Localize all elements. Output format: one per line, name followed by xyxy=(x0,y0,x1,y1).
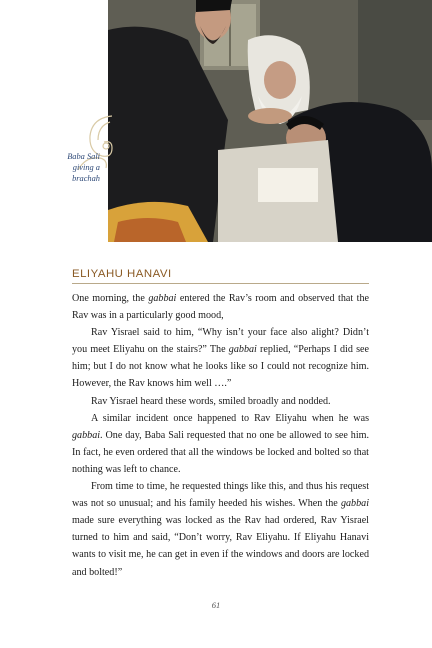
text-run: Rav Yisrael heard these words, smiled broadly and nodded. xyxy=(91,395,331,407)
text-run: One morning, the xyxy=(72,293,149,304)
paragraph xyxy=(72,290,369,324)
title-rule xyxy=(72,283,369,284)
italic-term: gabbai xyxy=(72,429,101,441)
text-run: From time to time, he requested things like this, and thus his request was not so unusual; and his family heeded his wishes. When the xyxy=(72,481,369,510)
italic-term: gabbai xyxy=(340,498,369,510)
text-run: . One day, Baba Sali requested that no one be allowed to see him. In fact, he even ordered that all the windows be locked and bolted so that nothing was left to chance. xyxy=(72,429,369,475)
caption-line: brachah xyxy=(72,174,100,183)
italic-term: gabbai xyxy=(228,344,257,356)
paragraph xyxy=(72,324,369,392)
text-run: made sure everything was locked as the Rav had ordered, Rav Yisrael turned to him and said, “Don’t worry, Rav Eliyahu. If Eliyahu Hanavi wants to visit me, he can get in even if the windows and doors are locked and bolted!” xyxy=(72,515,369,578)
caption-line: giving a xyxy=(72,163,100,172)
caption-line: Baba Sali xyxy=(67,152,100,161)
photograph xyxy=(108,0,432,242)
paragraph xyxy=(72,478,369,581)
body-text xyxy=(72,290,369,581)
text-run: entered the Rav’s room and observed that the Rav was in a particularly good mood, xyxy=(72,293,369,322)
text-run: Rav Yisrael said to him, “Why isn’t your face also alight? Didn’t you meet Eliyahu on the stairs?” The xyxy=(72,327,369,356)
section-title: ELIYAHU HANAVI xyxy=(72,268,172,280)
page-number: 61 xyxy=(211,600,221,610)
photo-caption xyxy=(40,151,100,184)
text-run: A similar incident once happened to Rav Eliyahu when he was xyxy=(91,412,369,424)
paragraph xyxy=(72,410,369,478)
text-run: replied, “Perhaps I did see him; but I do not know what he looks like so I could not recognize him. However, the Rav knows him well ….” xyxy=(72,344,369,390)
italic-term: gabbai xyxy=(148,293,177,304)
paragraph xyxy=(72,393,369,410)
photograph-image xyxy=(108,0,432,242)
